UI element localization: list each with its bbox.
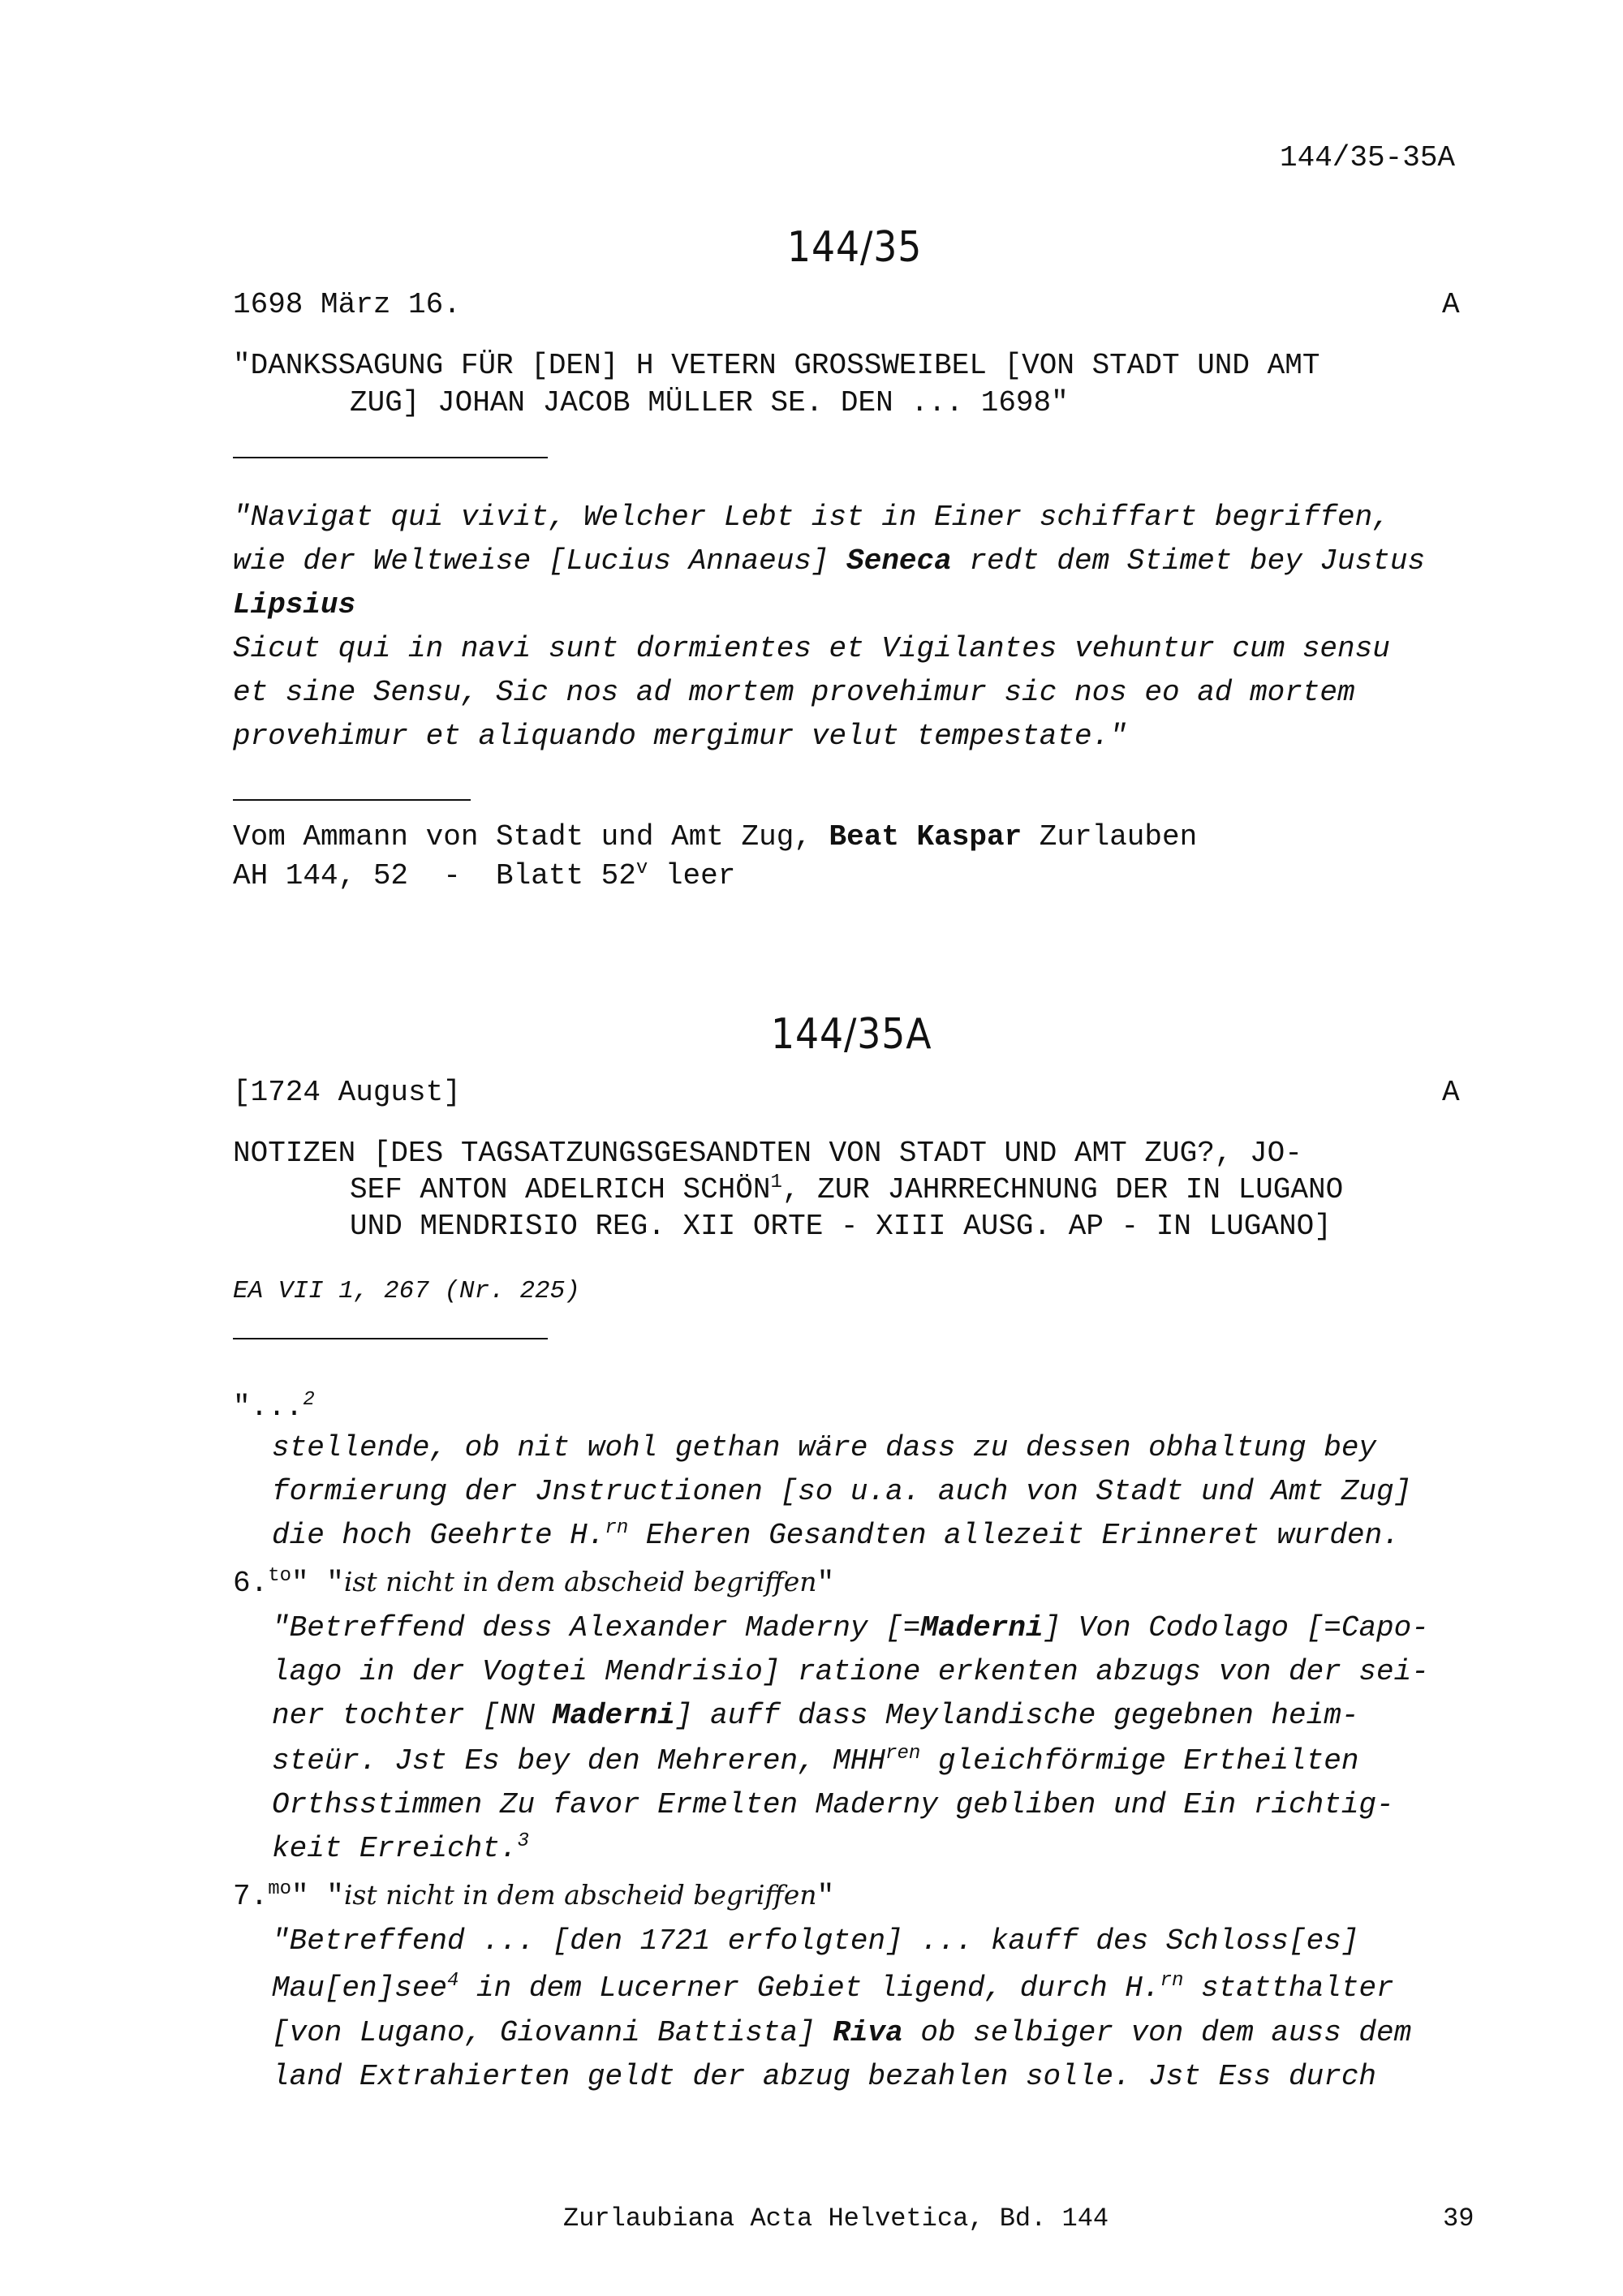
document-title-line: UND MENDRISIO REG. XII ORTE - XIII AUSG. AP - IN LUGANO] xyxy=(350,1210,1332,1243)
handwritten-note: ist nicht in dem abscheid begriffen xyxy=(343,1566,817,1597)
note-line: AH 144, 52 - Blatt 52$^v$ leer xyxy=(233,858,736,892)
body-line: steür. Jst Es bey den Mehreren, $MHH^{ren}$ gleichförmige Ertheilten xyxy=(272,1743,1359,1778)
document-title-line: ZUG] JOHAN JACOB MÜLLER SE. DEN ... 1698" xyxy=(350,386,1069,419)
document-title-line: SEF ANTON ADELRICH SCHÖN$^1$, ZUR JAHRRECHNUNG DER IN LUGANO xyxy=(350,1172,1344,1206)
quote-line: provehimur et aliquando mergimur velut tempestate." xyxy=(233,720,1127,753)
document-title-line: NOTIZEN [DES TAGSATZUNGSGESANDTEN VON STADT UND AMT ZUG?, JO- xyxy=(233,1137,1302,1170)
quote-line: Lipsius xyxy=(233,588,356,621)
document-number: 144/35 xyxy=(787,223,923,272)
handwritten-note: ist nicht in dem abscheid begriffen xyxy=(343,1879,817,1911)
body-line: keit Erreicht.$^3$ xyxy=(272,1830,529,1865)
document-number: 144/35A xyxy=(771,1010,932,1059)
separator-rule xyxy=(233,799,471,801)
item-heading-6: 6.$^{to}$" "ist nicht in dem abscheid begriffen" xyxy=(233,1565,835,1600)
item-heading-7: 7.$^{mo}$" "ist nicht in dem abscheid begriffen" xyxy=(233,1878,835,1913)
body-line: "Betreffend ... [den 1721 erfolgten] ... kauff des Schloss[es] xyxy=(272,1924,1359,1958)
body-line: die hoch Geehrte H.$^{rn}$ Eheren Gesandten allezeit Erinneret wurden. xyxy=(272,1517,1400,1552)
document-date: 1698 März 16. xyxy=(233,288,461,321)
separator-rule xyxy=(233,457,548,458)
note-line: Vom Ammann von Stadt und Amt Zug, Beat Kaspar Zurlauben xyxy=(233,820,1198,853)
body-line: [von Lugano, Giovanni Battista] Riva ob selbiger von dem auss dem xyxy=(272,2016,1412,2049)
document-letter: A xyxy=(1442,1076,1460,1109)
body-line: land Extrahierten geldt der abzug bezahlen solle. Jst Ess durch xyxy=(272,2060,1377,2093)
quote-line: "Navigat qui vivit, Welcher Lebt ist in Einer schiffart begriffen, xyxy=(233,501,1390,534)
ellipsis-marker: "...$^2$ xyxy=(233,1389,315,1424)
document-title-line: "DANKSSAGUNG FÜR [DEN] H VETERN GROSSWEIBEL [VON STADT UND AMT xyxy=(233,349,1320,382)
reference-line: EA VII 1, 267 (Nr. 225) xyxy=(233,1277,580,1305)
document-letter: A xyxy=(1442,288,1460,321)
body-line: Orthsstimmen Zu favor Ermelten Maderny gebliben und Ein richtig- xyxy=(272,1788,1394,1821)
body-line: stellende, ob nit wohl gethan wäre dass zu dessen obhaltung bey xyxy=(272,1431,1377,1464)
separator-rule xyxy=(233,1338,548,1339)
document-date: [1724 August] xyxy=(233,1076,461,1109)
body-line: Mau[en]see$^4$ in dem Lucerner Gebiet ligend, durch H.$^{rn}$ statthalter xyxy=(272,1970,1394,2005)
page-number: 39 xyxy=(1443,2204,1474,2234)
footer-source: Zurlaubiana Acta Helvetica, Bd. 144 xyxy=(563,2204,1109,2234)
body-line: ner tochter [NN Maderni] auff dass Meylandische gegebnen heim- xyxy=(272,1699,1359,1732)
quote-line: et sine Sensu, Sic nos ad mortem provehimur sic nos eo ad mortem xyxy=(233,676,1355,709)
quote-line: Sicut qui in navi sunt dormientes et Vigilantes vehuntur cum sensu xyxy=(233,632,1390,665)
body-line: "Betreffend dess Alexander Maderny [=Maderni] Von Codolago [=Capo- xyxy=(272,1611,1429,1645)
body-line: lago in der Vogtei Mendrisio] ratione erkenten abzugs von der sei- xyxy=(272,1655,1429,1688)
page-reference: 144/35-35A xyxy=(1280,141,1456,174)
quote-line: wie der Weltweise [Lucius Annaeus] Seneca redt dem Stimet bey Justus xyxy=(233,544,1426,578)
body-line: formierung der Jnstructionen [so u.a. auch von Stadt und Amt Zug] xyxy=(272,1475,1412,1508)
